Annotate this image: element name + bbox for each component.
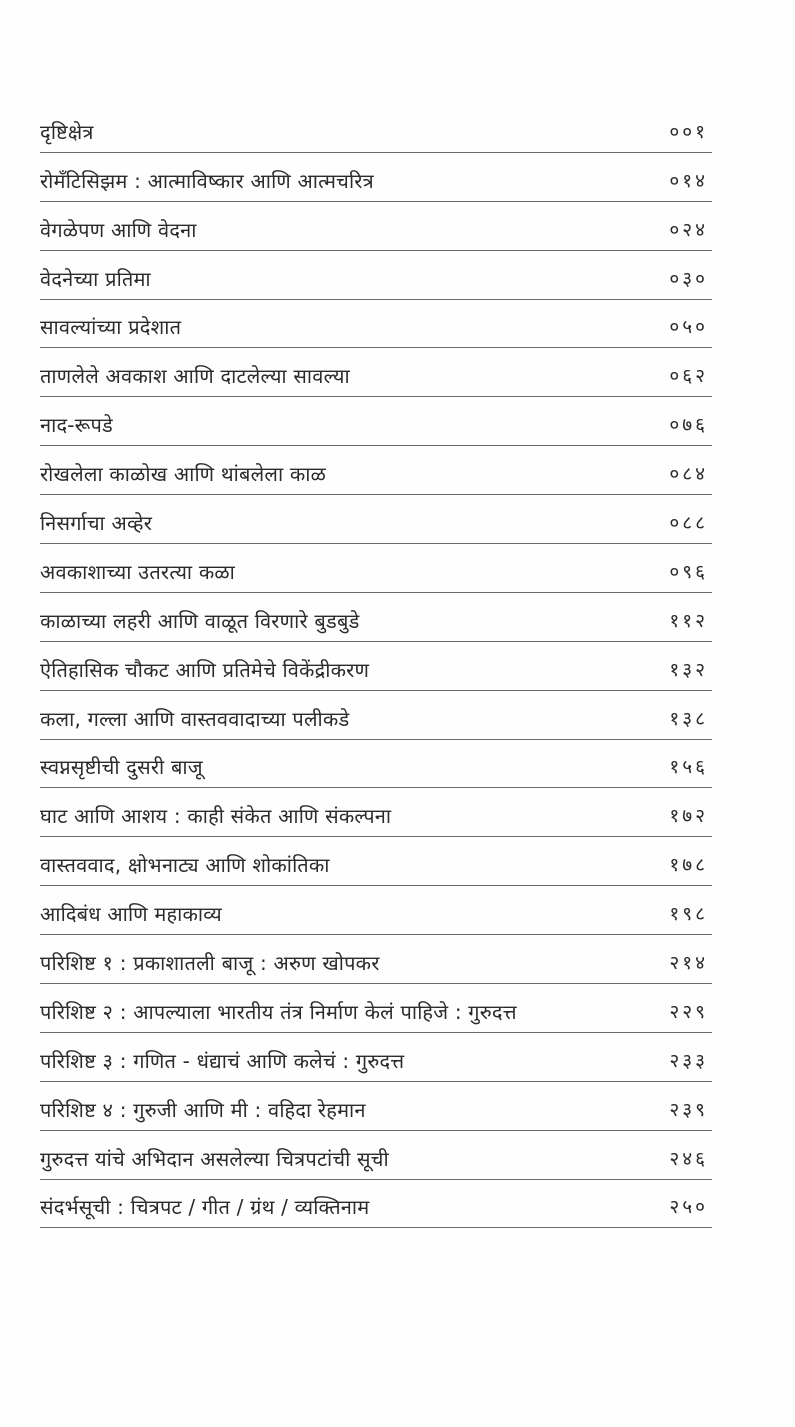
toc-entry <box>40 1131 712 1180</box>
toc-entry <box>40 788 712 837</box>
toc-entry <box>40 1082 712 1131</box>
toc-entry-title: सावल्यांच्या प्रदेशात <box>40 315 182 340</box>
toc-entry-page-number: ०८८ <box>669 512 708 535</box>
toc-entry <box>40 446 712 495</box>
toc-entry <box>40 300 712 349</box>
toc-entry <box>40 202 712 251</box>
table-of-contents <box>40 104 712 1228</box>
toc-entry <box>40 740 712 789</box>
toc-entry-title: परिशिष्ट ४ : गुरुजी आणि मी : वहिदा रेहमान <box>40 1097 366 1122</box>
toc-entry-page-number: १७२ <box>669 805 708 828</box>
toc-entry-title: निसर्गाचा अव्हेर <box>40 511 153 536</box>
toc-entry-title: कला, गल्ला आणि वास्तववादाच्या पलीकडे <box>40 706 350 731</box>
toc-entry-title: वास्तववाद, क्षोभनाट्य आणि शोकांतिका <box>40 853 330 878</box>
toc-entry-title: दृष्टिक्षेत्र <box>40 119 94 144</box>
toc-entry-page-number: ०७६ <box>669 414 708 437</box>
toc-entry-title: काळाच्या लहरी आणि वाळूत विरणारे बुडबुडे <box>40 608 360 633</box>
toc-entry-page-number: ०२४ <box>669 218 708 241</box>
toc-entry <box>40 642 712 691</box>
toc-entry <box>40 544 712 593</box>
toc-entry-page-number: ०६२ <box>669 365 708 388</box>
toc-entry <box>40 495 712 544</box>
toc-entry-page-number: २४६ <box>669 1147 708 1170</box>
toc-entry <box>40 397 712 446</box>
toc-entry-title: वेगळेपण आणि वेदना <box>40 217 197 242</box>
toc-entry-page-number: १३२ <box>669 658 708 681</box>
toc-entry-title: संदर्भसूची : चित्रपट / गीत / ग्रंथ / व्यक्तिनाम <box>40 1195 370 1220</box>
toc-entry-title: घाट आणि आशय : काही संकेत आणि संकल्पना <box>40 804 392 829</box>
toc-entry-page-number: २२९ <box>669 1000 708 1023</box>
toc-entry <box>40 886 712 935</box>
toc-entry-title: स्वप्नसृष्टीची दुसरी बाजू <box>40 755 203 780</box>
toc-entry-title: ऐतिहासिक चौकट आणि प्रतिमेचे विकेंद्रीकरण <box>40 657 370 682</box>
toc-entry-title: नाद-रूपडे <box>40 413 113 438</box>
toc-entry <box>40 153 712 202</box>
toc-entry-page-number: ०५० <box>669 316 708 339</box>
toc-entry <box>40 837 712 886</box>
toc-entry-page-number: ११२ <box>669 609 708 632</box>
toc-entry <box>40 348 712 397</box>
toc-entry-page-number: १७८ <box>669 854 708 877</box>
toc-entry-title: गुरुदत्त यांचे अभिदान असलेल्या चित्रपटांची सूची <box>40 1146 389 1171</box>
toc-entry <box>40 1180 712 1229</box>
toc-entry-page-number: ०३० <box>669 267 708 290</box>
toc-entry <box>40 593 712 642</box>
toc-entry-title: परिशिष्ट १ : प्रकाशातली बाजू : अरुण खोपकर <box>40 951 380 976</box>
toc-entry <box>40 1033 712 1082</box>
toc-entry-title: आदिबंध आणि महाकाव्य <box>40 902 222 927</box>
toc-entry-page-number: १३८ <box>669 707 708 730</box>
toc-entry-title: रोमँटिसिझम : आत्माविष्कार आणि आत्मचरित्र <box>40 168 374 193</box>
toc-entry-page-number: ००१ <box>669 120 708 143</box>
toc-entry-page-number: ०९६ <box>669 560 708 583</box>
toc-entry-title: परिशिष्ट २ : आपल्याला भारतीय तंत्र निर्माण केलं पाहिजे : गुरुदत्त <box>40 999 517 1024</box>
toc-entry-page-number: २१४ <box>669 952 708 975</box>
toc-entry-title: ताणलेले अवकाश आणि दाटलेल्या सावल्या <box>40 364 350 389</box>
toc-entry-page-number: १९८ <box>669 903 708 926</box>
toc-entry-page-number: २५० <box>669 1196 708 1219</box>
toc-entry-page-number: १५६ <box>669 756 708 779</box>
toc-entry <box>40 984 712 1033</box>
toc-entry <box>40 935 712 984</box>
toc-entry-page-number: ०८४ <box>669 463 708 486</box>
toc-entry-title: वेदनेच्या प्रतिमा <box>40 266 151 291</box>
toc-entry <box>40 691 712 740</box>
toc-entry <box>40 104 712 153</box>
toc-entry-page-number: २३९ <box>669 1098 708 1121</box>
toc-entry-title: अवकाशाच्या उतरत्या कळा <box>40 559 235 584</box>
toc-entry-page-number: २३३ <box>669 1049 708 1072</box>
toc-entry-page-number: ०१४ <box>669 169 708 192</box>
toc-entry-title: रोखलेला काळोख आणि थांबलेला काळ <box>40 462 327 487</box>
toc-entry-title: परिशिष्ट ३ : गणित - धंद्याचं आणि कलेचं : गुरुदत्त <box>40 1048 405 1073</box>
toc-entry <box>40 251 712 300</box>
